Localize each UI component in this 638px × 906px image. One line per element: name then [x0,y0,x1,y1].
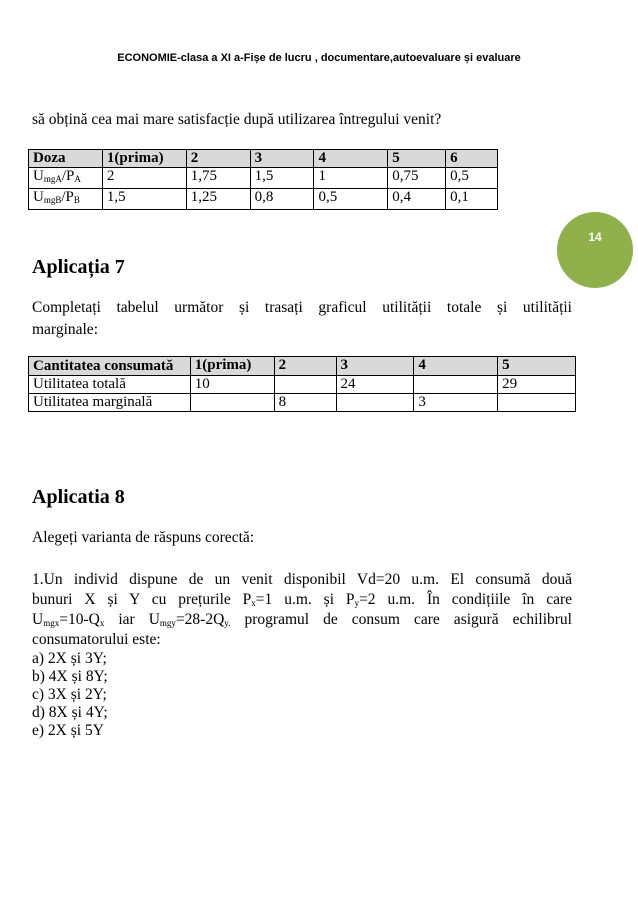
table-cell: 1 [314,168,388,189]
table-cell: 0,75 [388,168,446,189]
table1-header-cell: Doza [29,150,103,168]
table1-header-cell: 1(prima) [102,150,186,168]
row-label: Utilitatea totală [29,376,191,394]
table1-header-row [29,150,498,168]
app8-instruction: Alegeți varianta de răspuns corectă: [32,529,255,546]
table-cell [190,394,274,412]
table-cell [274,376,336,394]
question-line1: 1.Un individ dispune de un venit disponibil Vd=20 u.m. El consumă două [32,571,572,588]
table1-header-cell: 6 [446,150,498,168]
page-header: ECONOMIE-clasa a XI a-Fișe de lucru , documentare,autoevaluare și evaluare [117,52,521,64]
table-cell: 10 [190,376,274,394]
utility-table [28,356,576,412]
table2-row-total [29,376,576,394]
table-cell: 1,5 [250,168,314,189]
table-cell: 8 [274,394,336,412]
table1-header-cell: 5 [388,150,446,168]
table-cell: 1,75 [186,168,250,189]
table1-header-cell: 4 [314,150,388,168]
app7-instruction-line1: Completați tabelul următor și trasați graficul utilității totale și utilității [32,299,572,316]
table2-header-cell: Cantitatea consumată [29,357,191,376]
table-cell: 0,4 [388,189,446,210]
table2-header-cell: 4 [414,357,498,376]
app7-title: Aplicația 7 [32,256,125,278]
table2-header-cell: 2 [274,357,336,376]
table-cell: 0,5 [314,189,388,210]
answer-option-c: c) 3X și 2Y; [32,686,107,703]
table2-row-marginal [29,394,576,412]
table2-header-cell: 3 [336,357,414,376]
question-line3: $U_{mgx}=10-Q_x$ iar $U_{mgy}=28-2Q_{y.}$ programul de consum care asigură echilibrul [32,611,572,628]
question-line4: consumatorului este: [32,631,161,648]
utility-price-table [28,149,498,210]
row-label: $U_{mgA}/P_A$ [29,168,103,189]
intro-line: să obțină cea mai mare satisfacție după utilizarea întregului venit? [32,111,442,128]
answer-option-d: d) 8X și 4Y; [32,704,108,721]
table-cell [336,394,414,412]
app8-title: Aplicatia 8 [32,486,125,508]
row-label: Utilitatea marginală [29,394,191,412]
table1-row-b [29,189,498,210]
table1-row-a [29,168,498,189]
table-cell [414,376,498,394]
answer-option-e: e) 2X și 5Y [32,722,104,739]
table2-header-row [29,357,576,376]
app7-instruction-line2: marginale: [32,321,98,338]
table1-header-cell: 3 [250,150,314,168]
table-cell: 24 [336,376,414,394]
answer-option-a: a) 2X și 3Y; [32,650,107,667]
table-cell: 29 [498,376,576,394]
table-cell: 1,25 [186,189,250,210]
table2-header-cell: 5 [498,357,576,376]
page-number-badge: 14 [557,212,633,288]
table-cell: 0,8 [250,189,314,210]
answer-option-b: b) 4X și 8Y; [32,668,108,685]
table1-header-cell: 2 [186,150,250,168]
row-label: $U_{mgB}/P_B$ [29,189,103,210]
question-line2: bunuri X și Y cu prețurile $P_x=1$ u.m. și $P_y=2$ u.m. În condițiile în care [32,591,573,608]
table-cell: 3 [414,394,498,412]
table-cell: 0,5 [446,168,498,189]
table-cell: 0,1 [446,189,498,210]
table-cell: 1,5 [102,189,186,210]
table2-header-cell: 1(prima) [190,357,274,376]
table-cell: 2 [102,168,186,189]
table-cell [498,394,576,412]
